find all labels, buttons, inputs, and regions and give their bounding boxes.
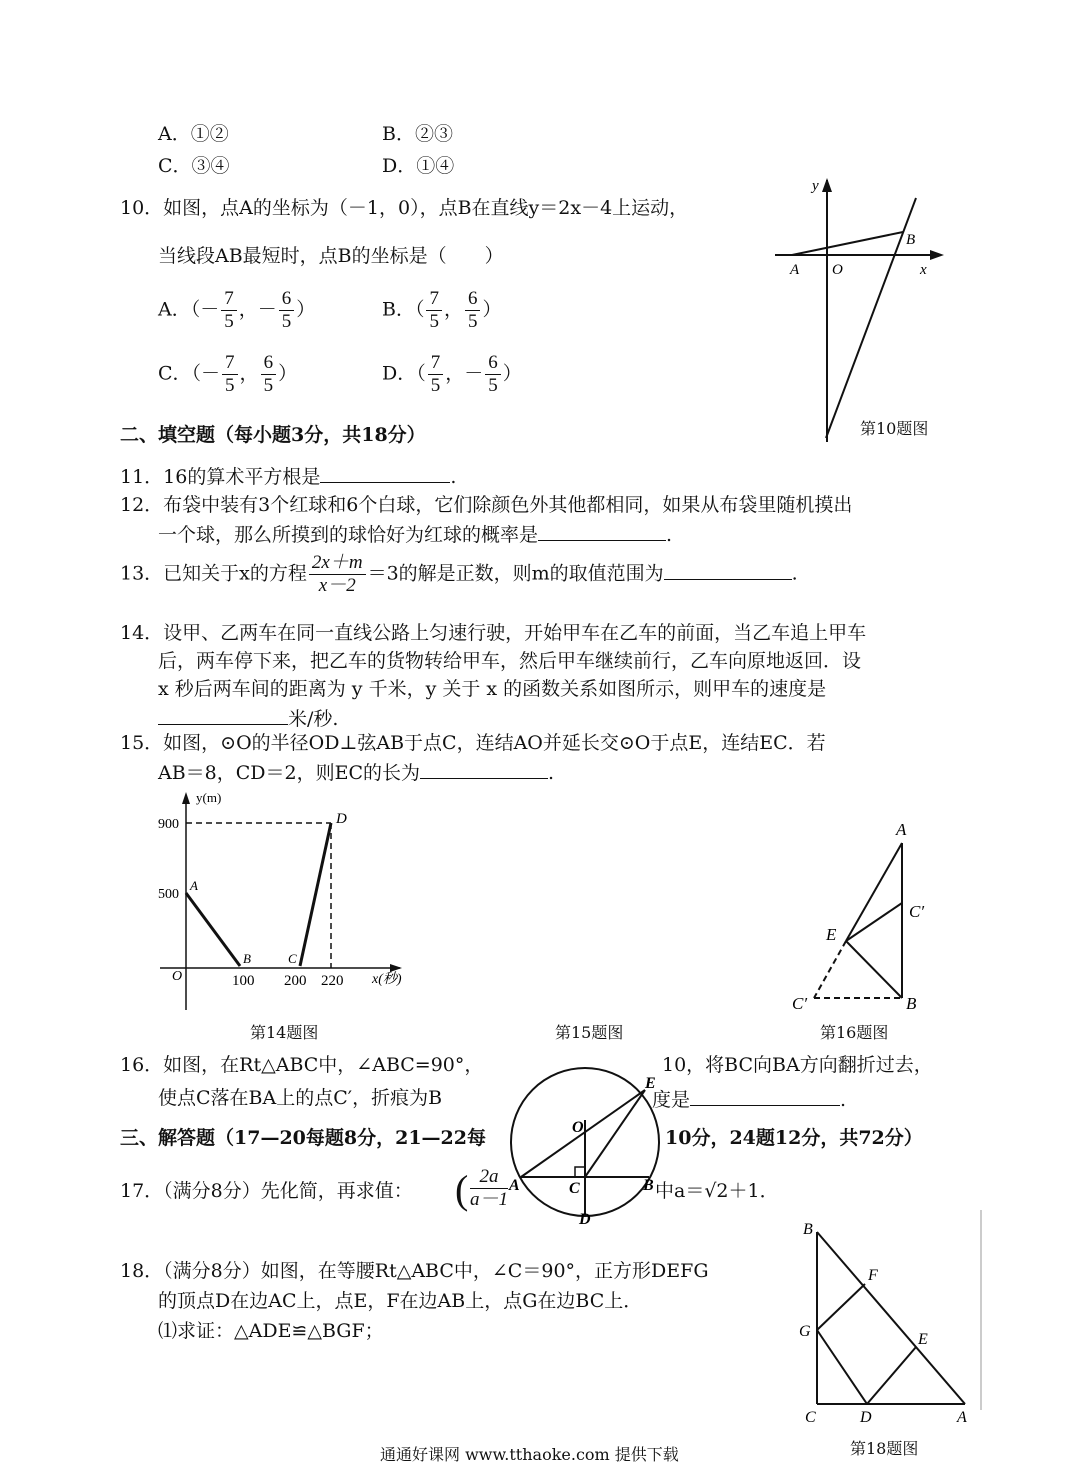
q10-option-a: A．（－ $\frac{7}{5}$ ，－ $\frac{6}{5}$ ）	[158, 288, 316, 332]
fig14-label-c: C	[288, 951, 297, 966]
q15-line1: 15．如图，⊙O的半径OD⊥弦AB于点C，连结AO并延长交⊙O于点E，连结EC．若	[120, 732, 826, 754]
q10-fig-label-y: y	[812, 178, 819, 194]
fig18-label-e: E	[918, 1331, 928, 1348]
section-3-heading-b: 10分，24题12分，共72分）	[665, 1127, 923, 1149]
fig18-label-a: A	[957, 1409, 967, 1426]
fig14-label-a: A	[190, 878, 198, 893]
fig18-label-d: D	[860, 1409, 872, 1426]
fig14-y-axis-label: y(m)	[196, 790, 222, 805]
q16-line1-a: 16．如图，在Rt△ABC中，∠ABC=90°，	[120, 1054, 484, 1076]
q14-answer-blank[interactable]	[158, 704, 288, 725]
q9-option-c: C．③④	[158, 155, 230, 177]
fig16-label-a: A	[896, 820, 907, 839]
fig15-label-c: C	[569, 1180, 580, 1197]
fig18-caption: 第18题图	[850, 1439, 919, 1458]
q10-fig-label-a: A	[790, 262, 800, 278]
q18-line1: 18．（满分8分）如图，在等腰Rt△ABC中，∠C＝90°，正方形DEFG	[120, 1260, 709, 1282]
q10-fig-label-b: B	[906, 232, 916, 248]
fig15-label-a: A	[509, 1177, 520, 1194]
fig14-tick-900: 900	[158, 817, 179, 832]
fig14-caption: 第14题图	[250, 1023, 319, 1042]
q17-suffix: 中a＝√2＋1．	[655, 1180, 779, 1202]
q10-line1: 10．如图，点A的坐标为（－1，0），点B在直线y＝2x－4上运动，	[120, 197, 689, 219]
q10-option-b: B．（ $\frac{7}{5}$ ， $\frac{6}{5}$ ）	[382, 288, 502, 332]
fig18-label-f: F	[868, 1267, 878, 1284]
section-2-heading: 二、填空题（每小题3分，共18分）	[120, 424, 426, 446]
fig18-figure	[795, 1210, 985, 1425]
fig15-label-o: O	[572, 1119, 584, 1136]
q13-answer-blank[interactable]	[664, 559, 792, 580]
fig15-label-d: D	[579, 1211, 591, 1228]
fig14-tick-500: 500	[158, 887, 179, 902]
q11: 11．16的算术平方根是 .	[120, 462, 456, 490]
fig14-tick-100: 100	[232, 973, 255, 989]
q16-line2-b: 度是 .	[652, 1085, 846, 1113]
q10-option-c: C．（－ $\frac{7}{5}$ ， $\frac{6}{5}$ ）	[158, 352, 298, 396]
fig14-label-d: D	[336, 811, 347, 827]
q11-answer-blank[interactable]	[320, 462, 450, 483]
fig16-label-c-prime: C′	[792, 994, 808, 1013]
fig14-tick-220: 220	[321, 973, 344, 989]
q10-fig-label-o: O	[832, 262, 843, 278]
q10-option-d: D．（ $\frac{7}{5}$ ，－ $\frac{6}{5}$ ）	[382, 352, 522, 396]
q16-answer-blank[interactable]	[690, 1085, 840, 1106]
q12-line2: 一个球，那么所摸到的球恰好为红球的概率是 .	[158, 520, 672, 548]
fig18-label-b: B	[803, 1221, 813, 1238]
q16-line1-b: 10，将BC向BA方向翻折过去，	[662, 1054, 933, 1076]
fig15-label-e: E	[645, 1075, 656, 1092]
fig14-tick-200: 200	[284, 973, 307, 989]
q12-line1: 12．布袋中装有3个红球和6个白球，它们除颜色外其他都相同，如果从布袋里随机摸出	[120, 494, 853, 516]
fig16-label-b: B	[906, 994, 917, 1013]
fig15-caption: 第15题图	[555, 1023, 624, 1042]
fig15-circle-figure	[505, 1060, 665, 1230]
fig14-label-b: B	[243, 951, 251, 966]
q14-line4: 米/秒.	[158, 704, 338, 732]
section-3-heading-a: 三、解答题（17—20每题8分，21—22每	[120, 1127, 486, 1149]
q10-figure-caption: 第10题图	[860, 419, 929, 438]
q14-line2: 后，两车停下来，把乙车的货物转给甲车，然后甲车继续前行，乙车向原地返回．设	[158, 650, 862, 672]
q9-option-d: D．①④	[382, 155, 455, 177]
fig16-label-e: E	[826, 925, 837, 944]
q15-answer-blank[interactable]	[420, 758, 548, 779]
fig16-caption: 第16题图	[820, 1023, 889, 1042]
fig18-label-c: C	[805, 1409, 816, 1426]
q17-fraction: $\frac{2a}{a-1}$	[470, 1166, 509, 1210]
q16-line2-a: 使点C落在BA上的点C′，折痕为B	[158, 1087, 443, 1109]
fig18-label-g: G	[799, 1323, 811, 1340]
q10-figure	[770, 170, 960, 450]
fig15-label-b: B	[643, 1177, 654, 1194]
q14-distance-time-graph	[150, 790, 430, 1015]
q14-line3: x 秒后两车间的距离为 y 千米，y 关于 x 的函数关系如图所示，则甲车的速度是	[158, 678, 827, 700]
fig14-origin: O	[172, 969, 183, 984]
q17-prefix: 17．（满分8分）先化简，再求值：	[120, 1180, 413, 1202]
q15-line2: AB＝8，CD＝2，则EC的长为 .	[158, 758, 554, 786]
q10-fig-label-x: x	[920, 262, 927, 278]
page-footer: 通通好课网 www.tthaoke.com 提供下载	[380, 1445, 679, 1464]
q18-line2: 的顶点D在边AC上，点E，F在边AB上，点G在边BC上．	[158, 1290, 643, 1312]
q9-option-b: B．②③	[382, 123, 453, 145]
fig14-x-axis-label: x(秒)	[372, 972, 402, 987]
q10-line2: 当线段AB最短时，点B的坐标是（ ）	[158, 245, 504, 267]
q9-option-a: A．①②	[158, 123, 229, 145]
q14-line1: 14．设甲、乙两车在同一直线公路上匀速行驶，开始甲车在乙车的前面，当乙车追上甲车	[120, 622, 867, 644]
q13: 13．已知关于x的方程 $\frac{2x+m}{x-2}$ ＝3的解是正数，则m的取值范围为 .	[120, 552, 798, 596]
fig16-figure	[780, 815, 940, 1015]
q18-line3: ⑴求证：△ADE≌△BGF；	[158, 1320, 384, 1342]
q12-answer-blank[interactable]	[538, 520, 666, 541]
q17-left-paren: (	[455, 1167, 469, 1212]
fig16-label-c-prime-top: C′	[909, 902, 925, 921]
